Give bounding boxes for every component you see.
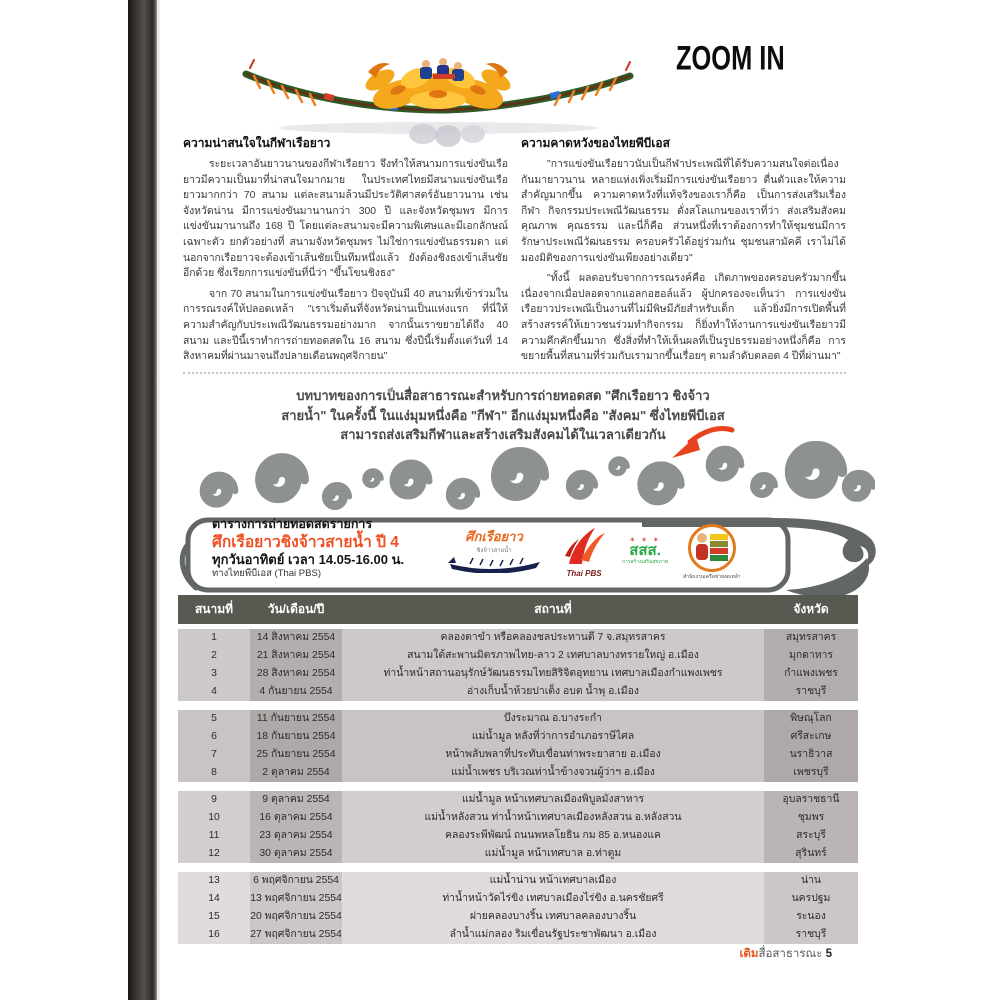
cell-province: อุบลราชธานี [764,791,858,809]
cell-date: 18 กันยายน 2554 [250,728,342,746]
cell-date: 27 พฤศจิกายน 2554 [250,926,342,944]
mascot-figure [696,533,708,563]
cell-date: 14 สิงหาคม 2554 [250,629,342,647]
table-row [178,746,858,764]
cell-no: 3 [178,665,250,683]
cell-place: หน้าพลับพลาที่ประทับเขื่อนท่าพระยาสาย อ.เมือง [342,746,764,764]
article-right [521,134,846,366]
cell-no: 1 [178,629,250,647]
table-row [178,647,858,665]
cell-date: 11 กันยายน 2554 [250,710,342,728]
boat-race-logo [442,526,546,578]
page-binding-strip [128,0,157,1000]
cell-no: 9 [178,791,250,809]
boat-race-logo-title: ศึกเรือยาว [465,529,523,544]
cell-province: พิษณุโลก [764,710,858,728]
cell-place: ท่าน้ำหน้าวัดไร่ขิง เทศบาลเมืองไร่ขิง อ.นครชัยศรี [342,890,764,908]
cell-date: 30 ตุลาคม 2554 [250,845,342,863]
sponsor-logos [442,521,772,583]
cell-province: สุรินทร์ [764,845,858,863]
cell-place: ท่าน้ำหน้าสถานอนุรักษ์วัฒนธรรมไทยสิริจิตอุทยาน เทศบาลเมืองกำแพงเพชร [342,665,764,683]
round-partner-logo-title: สำนักงานเครือข่ายงดเหล้า [683,573,741,580]
cell-place: อ่างเก็บน้ำห้วยปาเต็ง อบต น้ำพุ อ.เมือง [342,683,764,701]
cell-province: มุกดาหาร [764,647,858,665]
section-masthead: ZOOM IN [676,38,785,78]
cell-date: 2 ตุลาคม 2554 [250,764,342,782]
broadcast-schedule-table [178,595,858,953]
footer-brand: เติม [739,948,759,960]
footer-magazine-name: สื่อสาธารณะ [758,948,823,960]
cell-date: 13 พฤศจิกายน 2554 [250,890,342,908]
cell-province: ราชบุรี [764,926,858,944]
cell-date: 4 กันยายน 2554 [250,683,342,701]
article-paragraph: "ทั้งนี้ ผลตอบรับจากการรณรงค์คือ เกิดภาพของครอบครัวมากขึ้น เนื่องจากเมื่อปลอดจากแอลกอฮอล์แล้ว ผู้ปกครองจะเห็นว่า การแข่งขันเรือยาวประเพณีเป็นงานที่ไม่มีพิษมีภัยสำหรับเด็ก แล้วยิ่งมีการเปิดพื้นที่สร้างสรรค์ให้เยาวชนร่วมทำกิจกรรม ก็ยิ่งทำให้งานการแข่งขันเรือยาวมีความคึกคักขึ้นมาก ซึ่งสิ่งที่ทำให้เห็นผลที่เป็นรูปธรรมอย่างหนึ่งก็คือ การขยายพื้นที่สนามที่ร่วมกับเรามากขึ้นเรื่อยๆ ตามลำดับตลอด 4 ปีที่ผ่านมา" [521,273,846,363]
table-row [178,872,858,890]
boat-race-logo-subtitle: ชิงจ้าวสายน้ำ [476,548,512,554]
cell-no: 6 [178,728,250,746]
cell-date: 20 พฤศจิกายน 2554 [250,908,342,926]
table-row [178,845,858,863]
table-group [178,791,858,863]
table-row [178,728,858,746]
cell-place: ลำน้ำแม่กลอง ริมเขื่อนรัฐประชาพัฒนา อ.เมือง [342,926,764,944]
cell-date: 21 สิงหาคม 2554 [250,647,342,665]
footer-page-number: 5 [825,948,832,960]
cell-no: 10 [178,809,250,827]
table-row [178,629,858,647]
cell-place: แม่น้ำน่าน หน้าเทศบาลเมือง [342,872,764,890]
table-header-row [178,595,858,624]
schedule-banner-text [212,517,450,587]
page-footer [178,945,832,963]
cell-no: 2 [178,647,250,665]
cell-province: ชุมพร [764,809,858,827]
table-row [178,665,858,683]
article-paragraph: จาก 70 สนามในการแข่งขันเรือยาว ปัจจุบันมี 40 สนามที่เข้าร่วมในการรณรงค์ให้ปลอดเหล้า "เราเริ่มต้นที่จังหวัดน่านเป็นแห่งแรก ที่นี่ให้ความสำคัญกับประเพณีวัฒนธรรมอย่างมาก จากนั้นเราขยายได้ถึง 40 สนาม และปีนี้เราทำการถ่ายทอดสดใน 16 สนาม ซึ่งปีนี้เริ่มตั้งแต่วันที่ 14 สิงหาคมที่ผ่านมาจนถึงปลายเดือนพฤศจิกายน" [183,288,508,363]
table-groups [178,629,858,944]
article-paragraph: "การแข่งขันเรือยาวนับเป็นกีฬาประเพณีที่ได้รับความสนใจต่อเนื่องกันมายาวนาน หลายแห่งเพิ่งเริ่มมีการแข่งขันเรือยาว ตื่นตัวและให้ความสำคัญมากขึ้น ความคาดหวังที่แท้จริงของเราก็คือ เป็นการส่งเสริมเรื่องกีฬา กิจกรรมประเพณีวัฒนธรรม ดั่งสโลแกนของเราที่ว่า ส่งเสริมสังคม คุณภาพ คุณธรรม และนี่ก็คือ ส่วนหนึ่งที่เราต้องการทำให้ชุมชนมีการรักษาประเพณีวัฒนธรรม ครอบครัวได้อยู่ร่วมกัน ชุมชนสามัคคี เราไม่ได้มองมิติของการแข่งขันเพียงอย่างเดียว" [521,159,846,264]
table-row [178,809,858,827]
cell-date: 6 พฤศจิกายน 2554 [250,872,342,890]
cell-place: บึงระมาณ อ.บางระกำ [342,710,764,728]
cell-no: 8 [178,764,250,782]
table-row [178,908,858,926]
dotted-divider [183,372,846,374]
thai-pbs-logo [561,526,607,578]
table-row [178,827,858,845]
round-partner-logo [683,524,740,581]
table-group [178,629,858,701]
cell-province: น่าน [764,872,858,890]
cell-province: ระนอง [764,908,858,926]
table-group [178,872,858,944]
table-row [178,764,858,782]
cell-place: คลองระพีพัฒน์ ถนนพหลโยธิน กม 85 อ.หนองแค [342,827,764,845]
cell-no: 11 [178,827,250,845]
cell-date: 9 ตุลาคม 2554 [250,791,342,809]
cell-date: 16 ตุลาคม 2554 [250,809,342,827]
table-row [178,791,858,809]
cell-place: แม่น้ำมูล หน้าเทศบาลเมืองพิบูลมังสาหาร [342,791,764,809]
flag-stripes [710,534,728,561]
thai-pbs-logo-title: Thai PBS [566,569,602,578]
cell-province: ราชบุรี [764,683,858,701]
cell-no: 4 [178,683,250,701]
cell-province: ศรีสะเกษ [764,728,858,746]
cell-place: แม่น้ำมูล หลังที่ว่าการอำเภอราษีไศล [342,728,764,746]
sss-logo [622,538,668,566]
cell-no: 16 [178,926,250,944]
cell-province: นครปฐม [764,890,858,908]
cell-date: 23 ตุลาคม 2554 [250,827,342,845]
mini-boat-icon [444,555,544,573]
banner-channel-line: ทางไทยพีบีเอส (Thai PBS) [212,568,321,580]
round-partner-emblem [688,524,736,572]
banner-schedule-line: ทุกวันอาทิตย์ เวลา 14.05-16.00 น. [212,552,405,567]
table-row [178,710,858,728]
table-row [178,926,858,944]
header-date: วัน/เดือน/ปี [267,602,325,616]
banner-title-line2: ศึกเรือยาวชิงจ้าวสายน้ำ ปี 4 [212,533,399,551]
article-paragraph: ระยะเวลาอันยาวนานของกีฬาเรือยาว จึงทำให้สนามการแข่งขันเรือยาวมีความเป็นมาที่น่าสนใจมากมาย ในประเทศไทยมีสนามแข่งขันเรือยาวมากกว่า 70 สนาม แต่ละสนามล้วนมีประวัติศาสตร์อันยาวนาน เช่น จังหวัดน่าน มีการแข่งขันมานานกว่า 300 ปี และจังหวัดชุมพร มีการแข่งขันมานานถึง 168 ปี โดยแต่ละสนามจะมีความพิเศษและมีเอกลักษณ์เฉพาะตัว ยกตัวอย่างที่ สนามจังหวัดชุมพร ไม่ใช่การแข่งขันธรรมดา แต่นอกจากเรือยาวจะต้องเข้าเส้นชัยเป็นทีมหนึ่งแล้ว ยังต้องชิงธงเข้าเส้นชัยอีกด้วย ซึ่งเรียกการแข่งขันที่นี่ว่า "ขึ้นโขนชิงธง" [183,159,508,280]
cell-place: แม่น้ำเพชร บริเวณท่าน้ำข้างจวนผู้ว่าฯ อ.เมือง [342,764,764,782]
header-place: สถานที่ [534,602,572,616]
pull-quote: บทบาทของการเป็นสื่อสาธารณะสำหรับการถ่ายทอดสด "ศึกเรือยาว ชิงจ้าวสายน้ำ" ในครั้งนี้ ในแง่มุมหนึ่งคือ "กีฬา" อีกแง่มุมหนึ่งคือ "สังคม" ซึ่งไทยพีบีเอสสามารถส่งเสริมกีฬาและสร้างเสริมสังคมได้ในเวลาเดียวกัน [281,388,725,442]
cell-no: 15 [178,908,250,926]
cell-no: 7 [178,746,250,764]
article-left [183,134,508,366]
cell-province: สระบุรี [764,827,858,845]
article-columns [183,134,846,366]
cell-province: กำแพงเพชร [764,665,858,683]
cell-province: นราธิวาส [764,746,858,764]
cell-date: 28 สิงหาคม 2554 [250,665,342,683]
sss-stars: ✶ ✶ ✶ [629,537,661,544]
thai-pbs-bird-icon [561,526,607,566]
cell-province: เพชรบุรี [764,764,858,782]
table-row [178,890,858,908]
cell-place: ฝายคลองบางริ้น เทศบาลคลองบางริ้น [342,908,764,926]
cell-no: 12 [178,845,250,863]
cell-province: สมุทรสาคร [764,629,858,647]
header-field-no: สนามที่ [194,602,234,616]
cell-place: คลองตาขำ หรือคลองชลประทานดี 7 จ.สมุทรสาคร [342,629,764,647]
banner-title-line1: ตารางการถ่ายทอดสดรายการ [212,517,373,531]
sss-logo-title: สสส. [629,542,661,559]
cell-no: 5 [178,710,250,728]
sss-logo-subtitle: การสร้างเสริมสุขภาพ [622,559,669,565]
table-group [178,710,858,782]
cell-no: 14 [178,890,250,908]
cell-date: 25 กันยายน 2554 [250,746,342,764]
article-right-heading: ความคาดหวังของไทยพีบีเอส [521,136,670,150]
cell-place: แม่น้ำมูล หน้าเทศบาล อ.ท่าตูม [342,845,764,863]
cell-place: แม่น้ำหลังสวน ท่าน้ำหน้าเทศบาลเมืองหลังสวน อ.หลังสวน [342,809,764,827]
table-row [178,683,858,701]
cell-no: 13 [178,872,250,890]
article-left-heading: ความน่าสนใจในกีฬาเรือยาว [183,136,331,150]
cell-place: สนามใต้สะพานมิตรภาพไทย-ลาว 2 เทศบาลบางทรายใหญ่ อ.เมือง [342,647,764,665]
header-province: จังหวัด [793,602,829,616]
